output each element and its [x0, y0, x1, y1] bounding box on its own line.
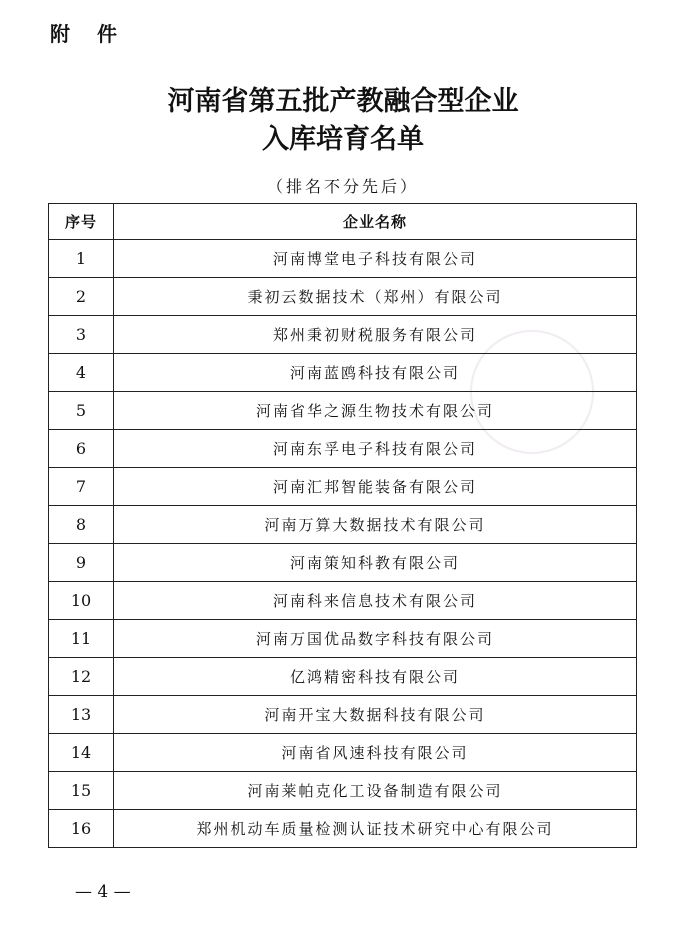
company-name: 河南科来信息技术有限公司 [114, 582, 637, 620]
company-name: 河南万算大数据技术有限公司 [114, 506, 637, 544]
row-number: 2 [49, 278, 114, 316]
row-number: 3 [49, 316, 114, 354]
table-row [49, 658, 637, 696]
row-number: 1 [49, 240, 114, 278]
row-number: 10 [49, 582, 114, 620]
attachment-label: 附 件 [50, 22, 127, 46]
row-number: 11 [49, 620, 114, 658]
document-title-line1: 河南省第五批产教融合型企业 [167, 86, 519, 117]
company-name: 河南省风速科技有限公司 [114, 734, 637, 772]
row-number: 15 [49, 772, 114, 810]
table-row [49, 392, 637, 430]
table-row [49, 620, 637, 658]
table-row [49, 582, 637, 620]
column-header-number: 序号 [49, 204, 114, 240]
table-header-row [49, 204, 637, 240]
table-row [49, 240, 637, 278]
company-name: 河南开宝大数据科技有限公司 [114, 696, 637, 734]
table-row [49, 734, 637, 772]
document-title-line2: 入库培育名单 [262, 124, 424, 155]
table-row [49, 696, 637, 734]
document-subtitle: （排名不分先后） [266, 177, 419, 196]
company-name: 亿鸿精密科技有限公司 [114, 658, 637, 696]
company-name: 郑州秉初财税服务有限公司 [114, 316, 637, 354]
company-name: 河南博堂电子科技有限公司 [114, 240, 637, 278]
company-name: 河南东孚电子科技有限公司 [114, 430, 637, 468]
company-name: 河南蓝鸥科技有限公司 [114, 354, 637, 392]
table-row [49, 772, 637, 810]
table-row [49, 354, 637, 392]
row-number: 5 [49, 392, 114, 430]
row-number: 13 [49, 696, 114, 734]
row-number: 9 [49, 544, 114, 582]
page-number: — 4 — [75, 882, 131, 902]
company-name: 河南汇邦智能装备有限公司 [114, 468, 637, 506]
company-name: 河南策知科教有限公司 [114, 544, 637, 582]
table-row [49, 810, 637, 848]
row-number: 8 [49, 506, 114, 544]
row-number: 7 [49, 468, 114, 506]
row-number: 14 [49, 734, 114, 772]
table-row [49, 468, 637, 506]
company-name: 秉初云数据技术（郑州）有限公司 [114, 278, 637, 316]
company-name: 河南万国优品数字科技有限公司 [114, 620, 637, 658]
company-name: 河南莱帕克化工设备制造有限公司 [114, 772, 637, 810]
table-row [49, 278, 637, 316]
row-number: 12 [49, 658, 114, 696]
row-number: 6 [49, 430, 114, 468]
column-header-company: 企业名称 [114, 204, 637, 240]
company-name: 河南省华之源生物技术有限公司 [114, 392, 637, 430]
row-number: 16 [49, 810, 114, 848]
table-row [49, 430, 637, 468]
table-row [49, 506, 637, 544]
enterprise-table [48, 203, 637, 848]
company-name: 郑州机动车质量检测认证技术研究中心有限公司 [114, 810, 637, 848]
table-row [49, 316, 637, 354]
row-number: 4 [49, 354, 114, 392]
table-row [49, 544, 637, 582]
